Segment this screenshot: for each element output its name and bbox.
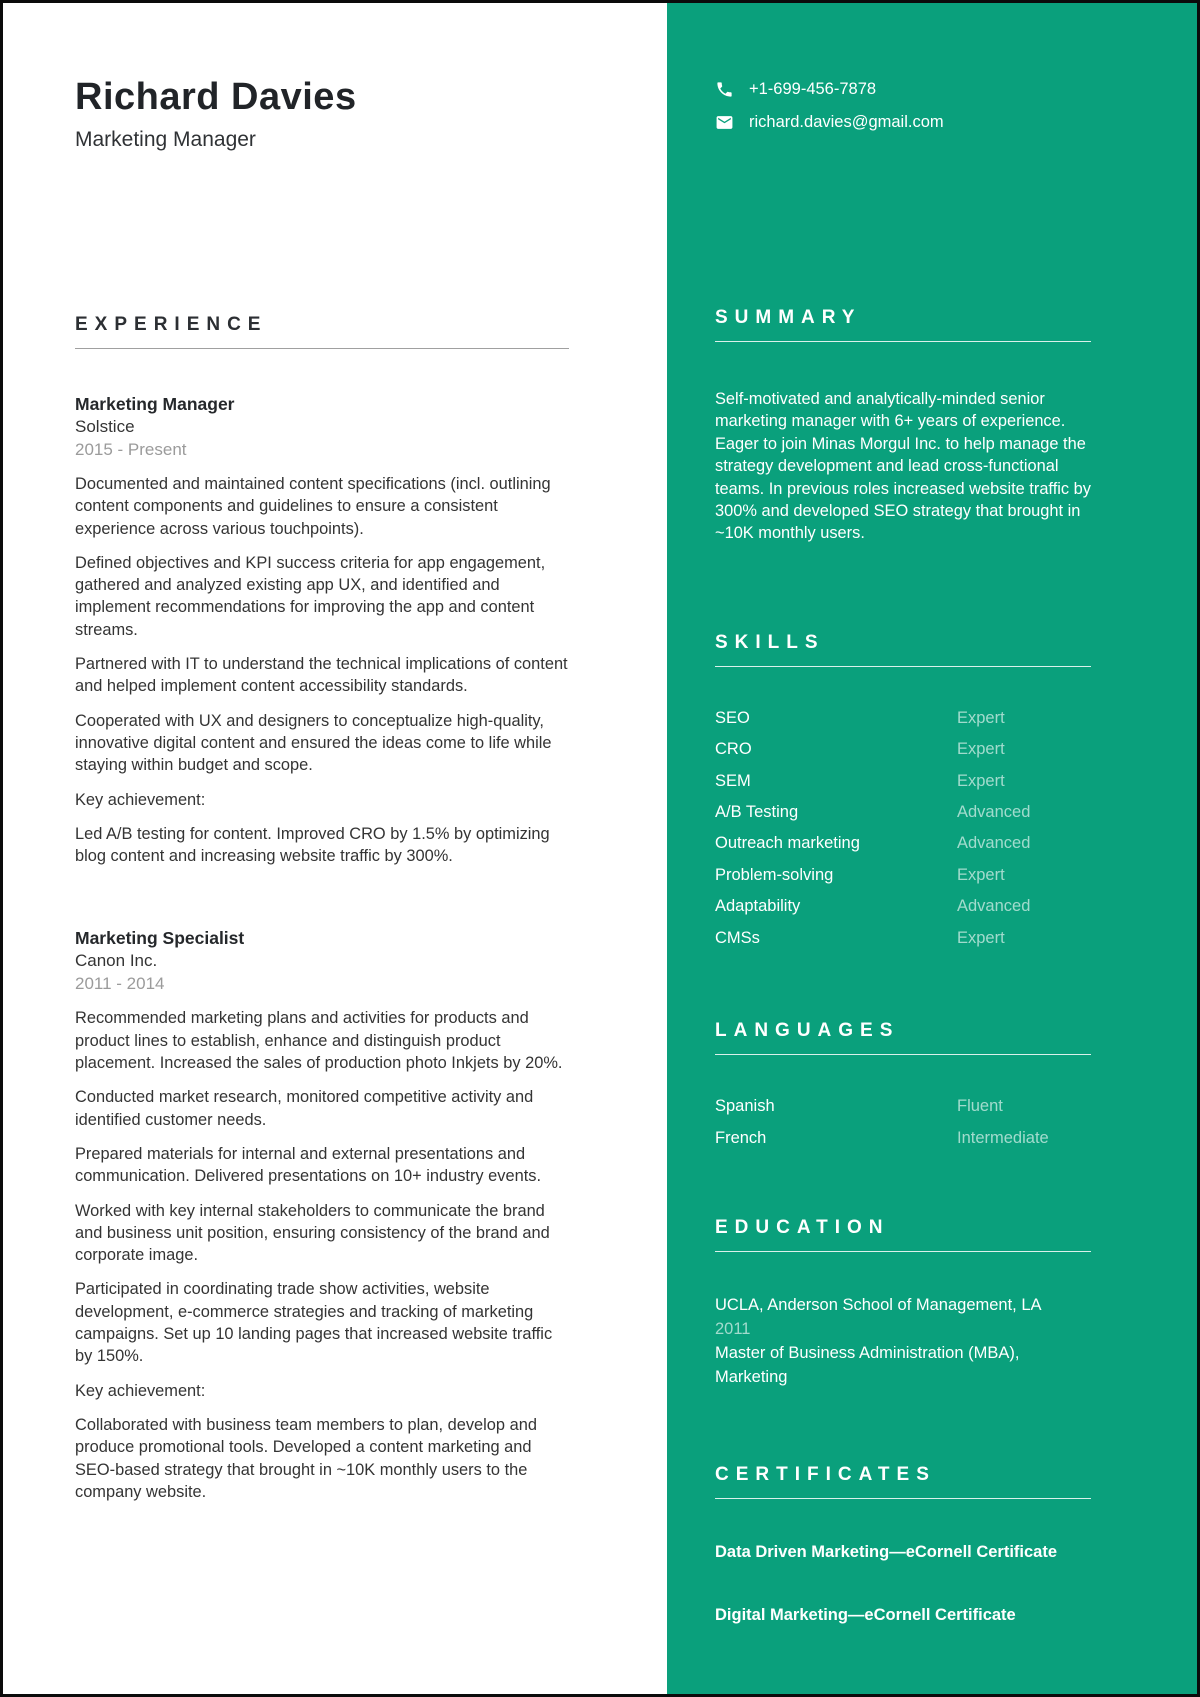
skill-name: Problem-solving (715, 865, 834, 884)
skill-level: Expert (957, 708, 1005, 727)
skill-row (715, 738, 1091, 760)
language-name: French (715, 1128, 767, 1147)
job-paragraph: Prepared materials for internal and external presentations and communication. Delivered presentations on 10+ industry events. (75, 1144, 542, 1186)
skills-list (715, 707, 1091, 949)
skill-level: Expert (957, 865, 1005, 884)
languages-list (715, 1095, 1091, 1149)
skill-name: SEO (715, 708, 750, 727)
section-underline (715, 666, 1091, 667)
experience-section (75, 313, 569, 1503)
skill-name: Outreach marketing (715, 834, 860, 853)
skill-row (715, 770, 1091, 792)
education-degree: Master of Business Administration (MBA), Marketing (715, 1343, 1020, 1386)
certificate-item: Data Driven Marketing—eCornell Certificate (715, 1542, 1058, 1561)
job-key-achievement-label: Key achievement: (75, 1381, 206, 1400)
contact-phone-row (715, 78, 1091, 101)
skill-level: Advanced (957, 834, 1031, 853)
education-section (715, 1216, 1091, 1389)
skill-level: Expert (957, 740, 1005, 759)
job-paragraph: Led A/B testing for content. Improved CRO by 1.5% by optimizing blog content and increasing website traffic by 300%. (75, 824, 550, 866)
job-paragraph: Conducted market research, monitored competitive activity and identified customer needs. (75, 1088, 534, 1129)
skill-row (715, 864, 1091, 886)
skill-name: Adaptability (715, 897, 801, 916)
job-paragraph: Defined objectives and KPI success criteria for app engagement, gathered and analyzed existing app UX, and identified and implement recommendations for improving the app and content streams. (75, 553, 546, 639)
section-underline (715, 1498, 1091, 1499)
certificates-section (715, 1463, 1091, 1627)
skill-row (715, 927, 1091, 949)
summary-text: Self-motivated and analytically-minded senior marketing manager with 6+ years of experience. Eager to join Minas Morgul Inc. to help manage the strategy development and lead cross-functional teams. In previous roles increased website traffic by 300% and developed SEO strategy that brought in ~10K monthly users. (715, 390, 1091, 543)
skill-level: Advanced (957, 897, 1031, 916)
summary-heading: SUMMARY (715, 307, 862, 328)
experience-entry (75, 393, 569, 867)
section-underline (715, 1251, 1091, 1252)
skills-section (715, 631, 1091, 949)
person-job-title: Marketing Manager (75, 128, 256, 151)
skill-level: Expert (957, 771, 1005, 790)
job-paragraph: Documented and maintained content specifications (incl. outlining content components and guidelines to ensure a consistent experience across various touchpoints). (75, 475, 551, 538)
contact-email-row (715, 111, 1091, 134)
skill-row (715, 801, 1091, 823)
phone-icon (715, 80, 734, 99)
right-column (667, 3, 1197, 1694)
skill-level: Expert (957, 928, 1005, 947)
language-level: Fluent (957, 1097, 1003, 1116)
language-name: Spanish (715, 1097, 775, 1116)
experience-heading: EXPERIENCE (75, 314, 268, 335)
skill-row (715, 832, 1091, 854)
contact-email: richard.davies@gmail.com (749, 113, 944, 131)
contact-phone: +1-699-456-7878 (749, 80, 877, 98)
language-row (715, 1095, 1091, 1117)
job-key-achievement-label: Key achievement: (75, 790, 206, 809)
languages-heading: LANGUAGES (715, 1020, 900, 1042)
section-underline (715, 341, 1091, 342)
job-paragraph: Cooperated with UX and designers to conceptualize high-quality, innovative digital content and ensured the ideas come to life while staying within budget and scope. (75, 711, 552, 775)
languages-section (715, 1019, 1091, 1149)
section-underline (75, 348, 569, 349)
person-name: Richard Davies (75, 76, 357, 118)
skill-name: A/B Testing (715, 803, 799, 822)
job-title: Marketing Manager (75, 394, 235, 414)
job-title: Marketing Specialist (75, 928, 245, 949)
skill-name: SEM (715, 771, 751, 790)
certificate-item: Digital Marketing—eCornell Certificate (715, 1605, 1016, 1624)
education-heading: EDUCATION (715, 1216, 890, 1238)
job-dates: 2015 - Present (75, 440, 187, 459)
email-envelope-icon (715, 113, 734, 132)
skills-heading: SKILLS (715, 631, 825, 653)
skill-name: CRO (715, 740, 752, 759)
language-level: Intermediate (957, 1128, 1049, 1147)
education-entry (715, 1293, 1091, 1389)
job-paragraph: Partnered with IT to understand the technical implications of content and helped implement content accessibility standards. (75, 655, 568, 696)
education-year: 2011 (715, 1319, 751, 1338)
job-company: Solstice (75, 417, 135, 436)
education-school: UCLA, Anderson School of Management, LA (715, 1295, 1042, 1314)
job-paragraph: Recommended marketing plans and activities for products and product lines to establish, enhance and distinguish product placement. Increased the sales of production photo Inkjets by 20%. (75, 1009, 563, 1073)
job-paragraph: Worked with key internal stakeholders to communicate the brand and business unit position, ensuring consistency of the brand and corporate image. (75, 1201, 550, 1265)
skill-level: Advanced (957, 803, 1031, 822)
contact-block (715, 78, 1091, 134)
skill-name: CMSs (715, 928, 760, 947)
job-dates: 2011 - 2014 (75, 974, 165, 994)
skill-row (715, 707, 1091, 729)
job-paragraph: Collaborated with business team members to plan, develop and produce promotional tools. Developed a content marketing and SEO-based strategy that brought in ~10K monthly users to the company website. (75, 1415, 537, 1501)
section-underline (715, 1054, 1091, 1055)
language-row (715, 1127, 1091, 1149)
left-column-content (75, 75, 569, 1503)
job-paragraph: Participated in coordinating trade show activities, website development, e-commerce strategies and tracking of marketing campaigns. Set up 10 landing pages that increased website traffic by 150%. (75, 1280, 553, 1366)
skill-row (715, 895, 1091, 917)
certificates-heading: CERTIFICATES (715, 1463, 936, 1485)
job-company: Canon Inc. (75, 951, 158, 971)
left-column (3, 3, 667, 1694)
summary-section (715, 306, 1091, 545)
experience-entry (75, 927, 569, 1503)
